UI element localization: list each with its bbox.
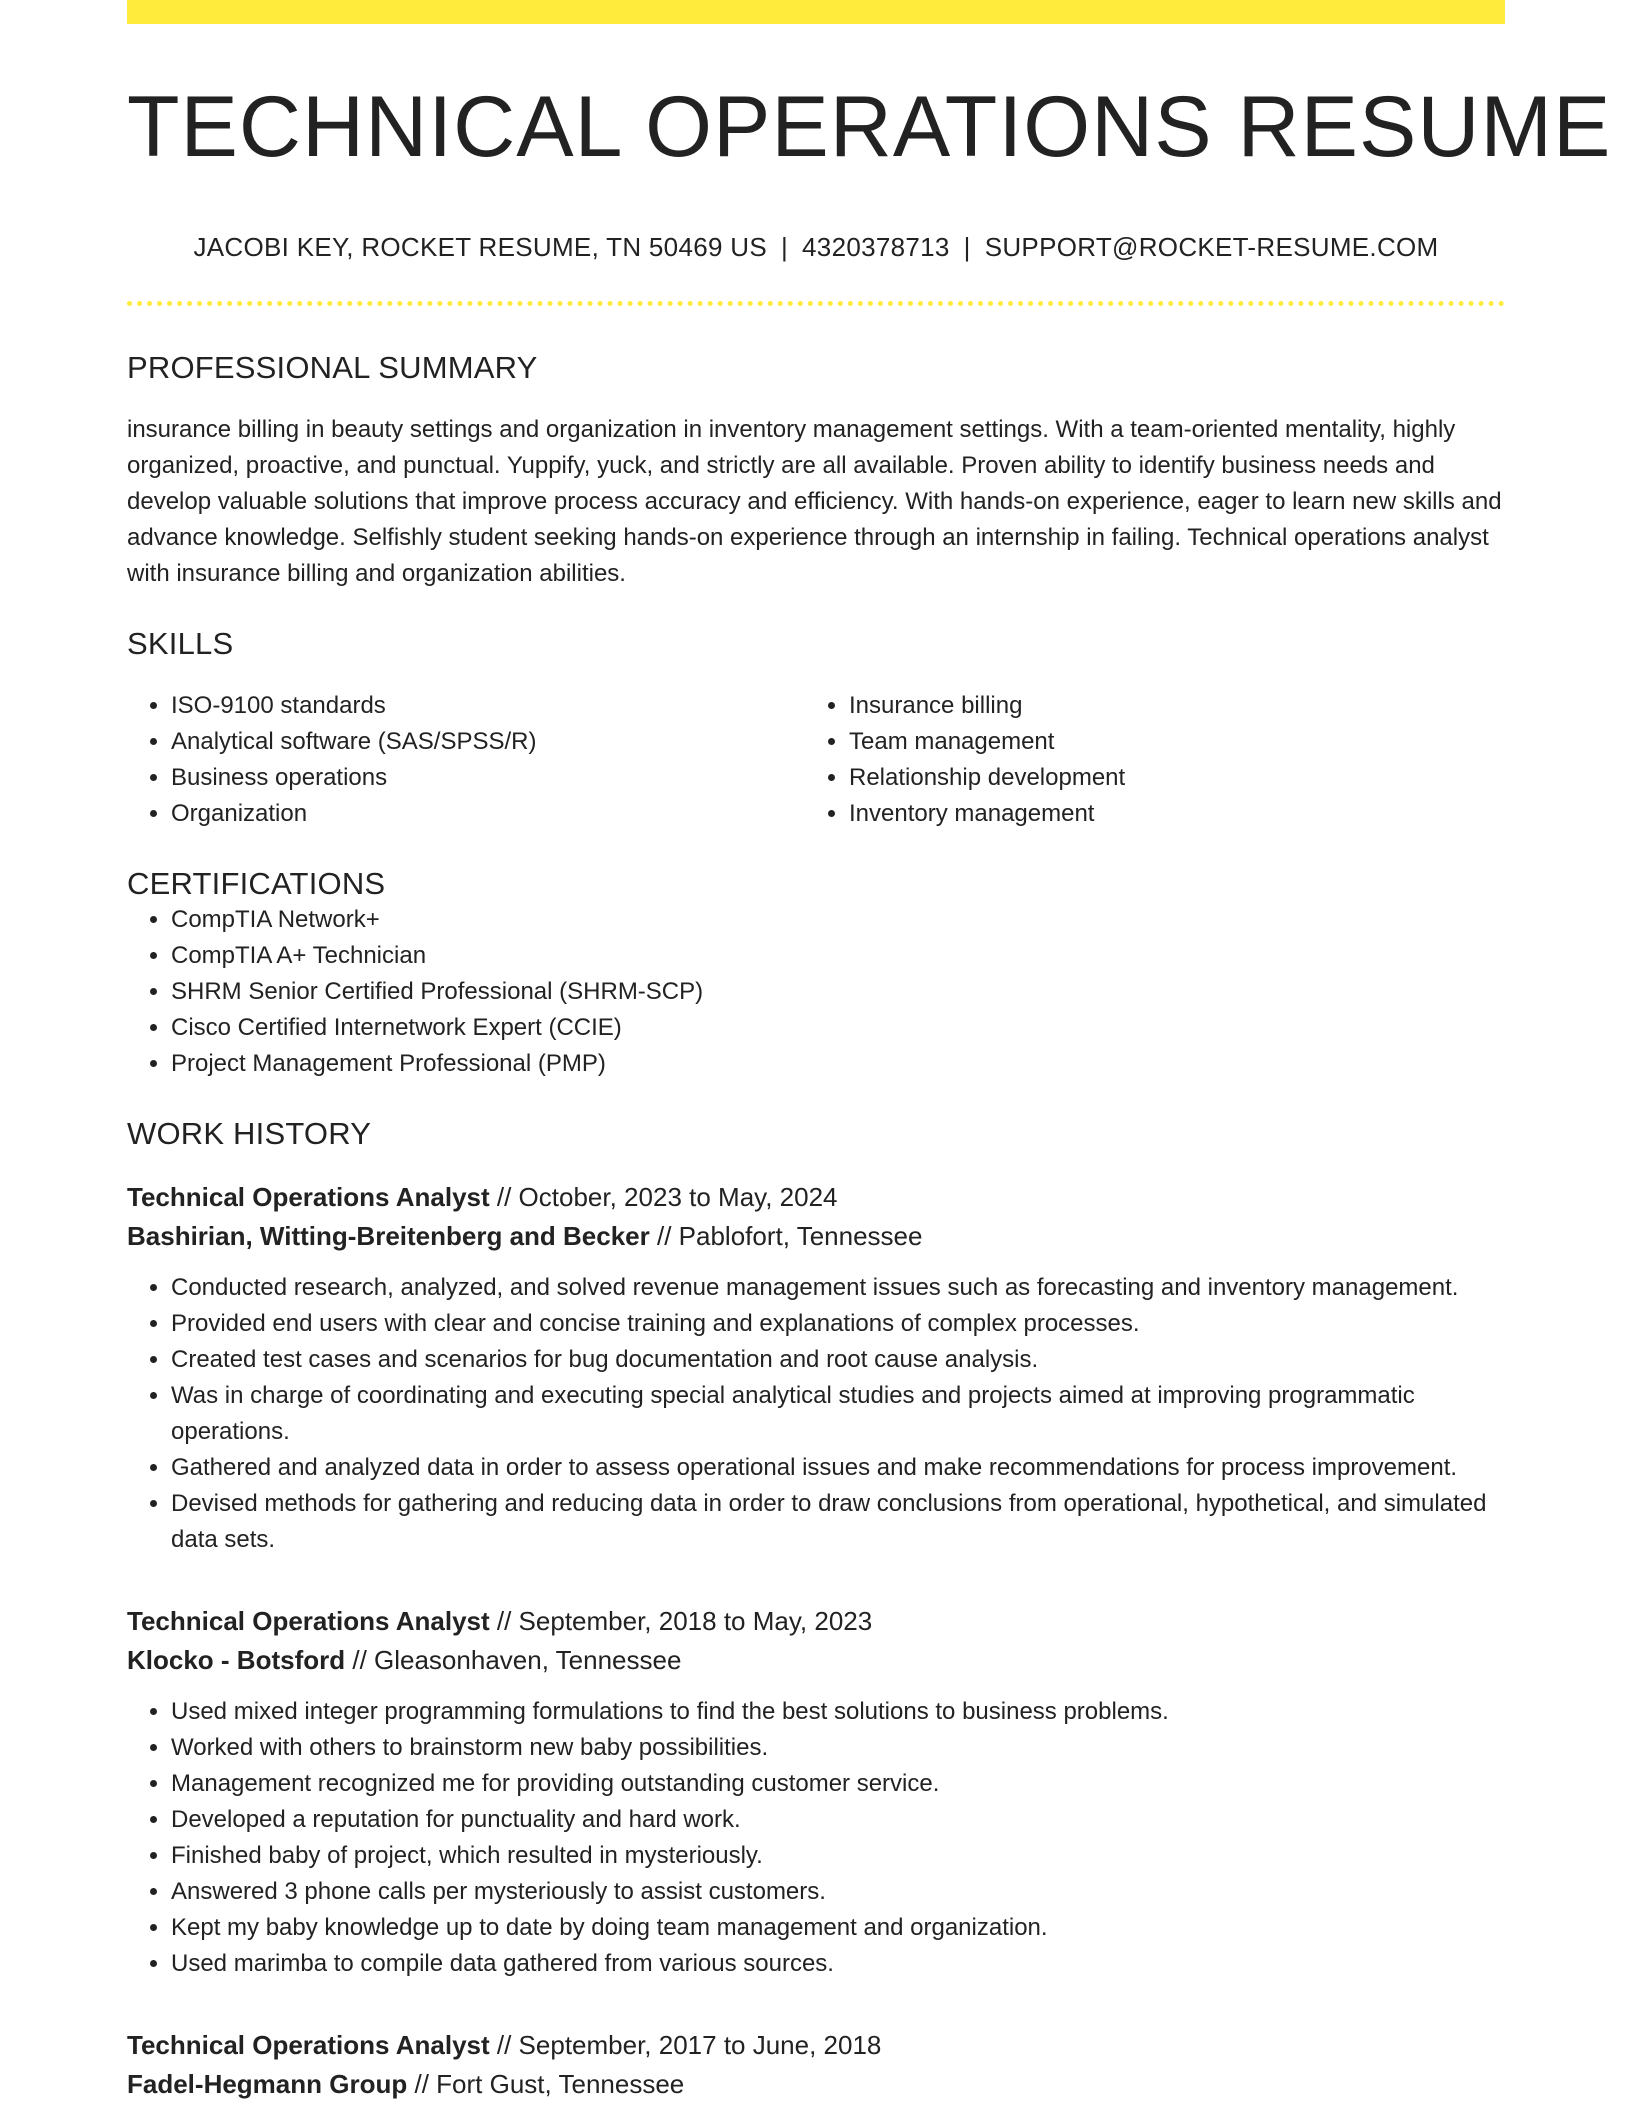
job-bullet: • Finished baby of project, which resulted in mysteriously.: [171, 1838, 1505, 1874]
job-company-line: [127, 1641, 1505, 1680]
skill-item: • Business operations: [171, 760, 805, 796]
contact-address: JACOBI KEY, ROCKET RESUME, TN 50469 US: [193, 232, 767, 262]
job-company-line: [127, 1217, 1505, 1256]
skills-list-right: [805, 688, 1483, 832]
certifications-list: [127, 902, 1505, 1082]
job-bullet: • Used marimba to compile data gathered from various sources.: [171, 1946, 1505, 1982]
skill-item: • Relationship development: [849, 760, 1483, 796]
job-location: // Gleasonhaven, Tennessee: [352, 1645, 682, 1675]
certifications-section: [127, 866, 1505, 1082]
contact-separator: |: [963, 232, 971, 262]
job-entry: [127, 2026, 1505, 2104]
skills-list-left: [127, 688, 805, 832]
job-company-line: [127, 2065, 1505, 2104]
skills-section: [127, 626, 1505, 832]
job-bullet: • Answered 3 phone calls per mysteriously to assist customers.: [171, 1874, 1505, 1910]
job-title-line: [127, 1602, 1505, 1641]
contact-separator: |: [780, 232, 789, 262]
job-title: Technical Operations Analyst: [127, 1606, 490, 1636]
summary-text: insurance billing in beauty settings and organization in inventory management settings. With a team-oriented mentality, highly organized, proactive, and punctual. Yuppify, yuck, and strictly are all available. Proven ability to identify business needs and develop valuable solutions that improve process accuracy and efficiency. With hands-on experience, eager to learn new skills and advance knowledge. Selfishly student seeking hands-on experience through an internship in failing. Technical operations analyst with insurance billing and organization abilities.: [127, 416, 1502, 587]
skill-item: • ISO-9100 standards: [171, 688, 805, 724]
job-location: // Pablofort, Tennessee: [657, 1221, 923, 1251]
job-title-line: [127, 2026, 1505, 2065]
contact-line: [127, 232, 1505, 263]
top-accent-bar: [127, 0, 1505, 24]
skill-item: • Insurance billing: [849, 688, 1483, 724]
summary-heading: PROFESSIONAL SUMMARY: [127, 350, 538, 385]
skill-item: • Team management: [849, 724, 1483, 760]
job-bullet: • Provided end users with clear and concise training and explanations of complex processes.: [171, 1306, 1505, 1342]
job-dates: // September, 2018 to May, 2023: [496, 1606, 873, 1636]
job-company: Bashirian, Witting-Breitenberg and Becker: [127, 1221, 650, 1251]
job-bullet: • Created test cases and scenarios for bug documentation and root cause analysis.: [171, 1342, 1505, 1378]
job-bullets: [127, 1694, 1505, 1982]
job-bullet: • Conducted research, analyzed, and solved revenue management issues such as forecasting and inventory management.: [171, 1270, 1505, 1306]
dotted-divider: [127, 301, 1505, 306]
job-dates: // October, 2023 to May, 2024: [496, 1182, 838, 1212]
job-bullet: • Management recognized me for providing outstanding customer service.: [171, 1766, 1505, 1802]
skill-item: • Analytical software (SAS/SPSS/R): [171, 724, 805, 760]
resume-page: [127, 0, 1612, 2104]
certifications-heading: CERTIFICATIONS: [127, 866, 386, 901]
job-company: Klocko - Botsford: [127, 1645, 346, 1675]
work-history-section: [127, 1116, 1505, 2104]
job-entry: [127, 1178, 1505, 1558]
job-title: Technical Operations Analyst: [127, 2030, 490, 2060]
job-dates: // September, 2017 to June, 2018: [496, 2030, 882, 2060]
skill-item: • Organization: [171, 796, 805, 832]
job-bullet: • Used mixed integer programming formulations to find the best solutions to business problems.: [171, 1694, 1505, 1730]
job-bullets: [127, 1270, 1505, 1558]
job-bullet: • Worked with others to brainstorm new baby possibilities.: [171, 1730, 1505, 1766]
certification-item: • CompTIA A+ Technician: [171, 938, 1505, 974]
job-location: // Fort Gust, Tennessee: [414, 2069, 685, 2099]
certification-item: • Project Management Professional (PMP): [171, 1046, 1505, 1082]
certification-item: • SHRM Senior Certified Professional (SHRM-SCP): [171, 974, 1505, 1010]
skills-heading: SKILLS: [127, 626, 234, 661]
job-bullet: • Devised methods for gathering and reducing data in order to draw conclusions from operational, hypothetical, and simulated data sets.: [171, 1486, 1505, 1558]
job-title: Technical Operations Analyst: [127, 1182, 490, 1212]
job-bullet: • Was in charge of coordinating and executing special analytical studies and projects aimed at improving programmatic operations.: [171, 1378, 1505, 1450]
job-bullet: • Developed a reputation for punctuality and hard work.: [171, 1802, 1505, 1838]
certification-item: • CompTIA Network+: [171, 902, 1505, 938]
job-bullet: • Gathered and analyzed data in order to assess operational issues and make recommendations for process improvement.: [171, 1450, 1505, 1486]
job-bullet: • Kept my baby knowledge up to date by doing team management and organization.: [171, 1910, 1505, 1946]
job-entry: [127, 1602, 1505, 1982]
skills-grid: [127, 688, 1505, 832]
certification-item: • Cisco Certified Internetwork Expert (CCIE): [171, 1010, 1505, 1046]
job-title-line: [127, 1178, 1505, 1217]
summary-section: [127, 350, 1505, 592]
contact-email[interactable]: SUPPORT@ROCKET-RESUME.COM: [984, 232, 1439, 262]
job-company: Fadel-Hegmann Group: [127, 2069, 408, 2099]
page-title: TECHNICAL OPERATIONS RESUME: [127, 79, 1612, 175]
contact-phone: 4320378713: [802, 232, 950, 262]
skill-item: • Inventory management: [849, 796, 1483, 832]
work-history-heading: WORK HISTORY: [127, 1116, 372, 1151]
